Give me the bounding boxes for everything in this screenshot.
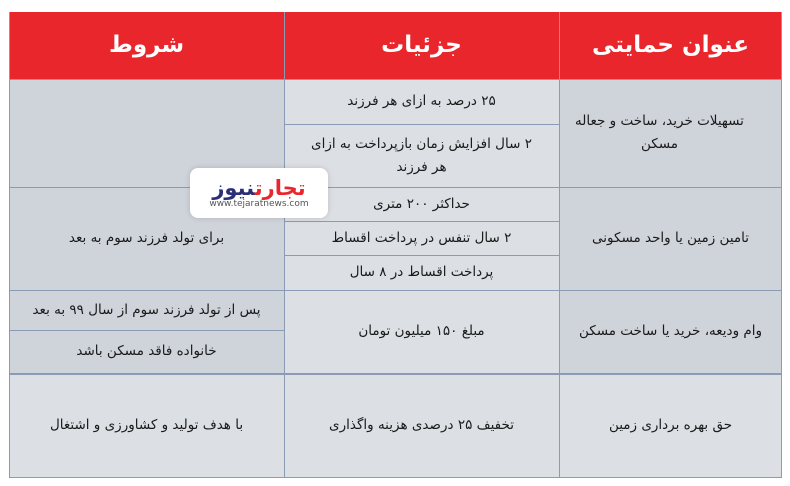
logo-url: www.tejaratnews.com (209, 198, 309, 209)
grid-line (284, 124, 559, 125)
grid-line (9, 330, 284, 331)
row-1-detail-2: ۲ سال افزایش زمان بازپرداخت به ازای هر فرزند (284, 124, 559, 187)
row-4-conditions: با هدف تولید و کشاورزی و اشتغال (9, 373, 284, 478)
header-details: جزئیات (284, 12, 559, 79)
grid-line (9, 12, 10, 478)
logo-wordmark (212, 177, 305, 200)
logo-part-b: نیوز (212, 175, 255, 200)
grid-line (9, 290, 782, 291)
row-4-detail-1: تخفیف ۲۵ درصدی هزینه واگذاری (284, 373, 559, 478)
row-2-detail-2: ۲ سال تنفس در پرداخت اقساط (284, 221, 559, 255)
row-4-title: حق بهره برداری زمین (559, 373, 782, 478)
grid-line (9, 187, 782, 188)
tejaratnews-logo (190, 168, 328, 218)
grid-line (9, 79, 782, 80)
row-3-detail-1: مبلغ ۱۵۰ میلیون تومان (284, 290, 559, 373)
header-conditions: شروط (9, 12, 284, 79)
row-1-detail-1: ۲۵ درصد به ازای هر فرزند (284, 79, 559, 124)
grid-line (559, 12, 560, 478)
row-2-title: تامین زمین یا واحد مسکونی (559, 187, 782, 290)
row-2-detail-1: حداکثر ۲۰۰ متری (284, 187, 559, 221)
row-3-condition-1: پس از تولد فرزند سوم از سال ۹۹ به بعد (9, 290, 284, 330)
row-3-condition-2: خانواده فاقد مسکن باشد (9, 330, 284, 373)
row-1-title: تسهیلات خرید، ساخت و جعاله مسکن (559, 79, 782, 187)
grid-line (284, 12, 285, 478)
grid-line (781, 12, 782, 478)
support-table (9, 12, 782, 478)
grid-line (284, 221, 559, 222)
row-3-title: وام ودیعه، خرید یا ساخت مسکن (559, 290, 782, 373)
header-title: عنوان حمایتی (559, 12, 782, 79)
grid-line (9, 373, 782, 375)
grid-line (284, 255, 559, 256)
row-2-detail-3: پرداخت اقساط در ۸ سال (284, 255, 559, 290)
logo-part-a: تجارت (254, 175, 306, 200)
grid-line (9, 477, 782, 478)
row-2-conditions: برای تولد فرزند سوم به بعد (9, 187, 284, 290)
